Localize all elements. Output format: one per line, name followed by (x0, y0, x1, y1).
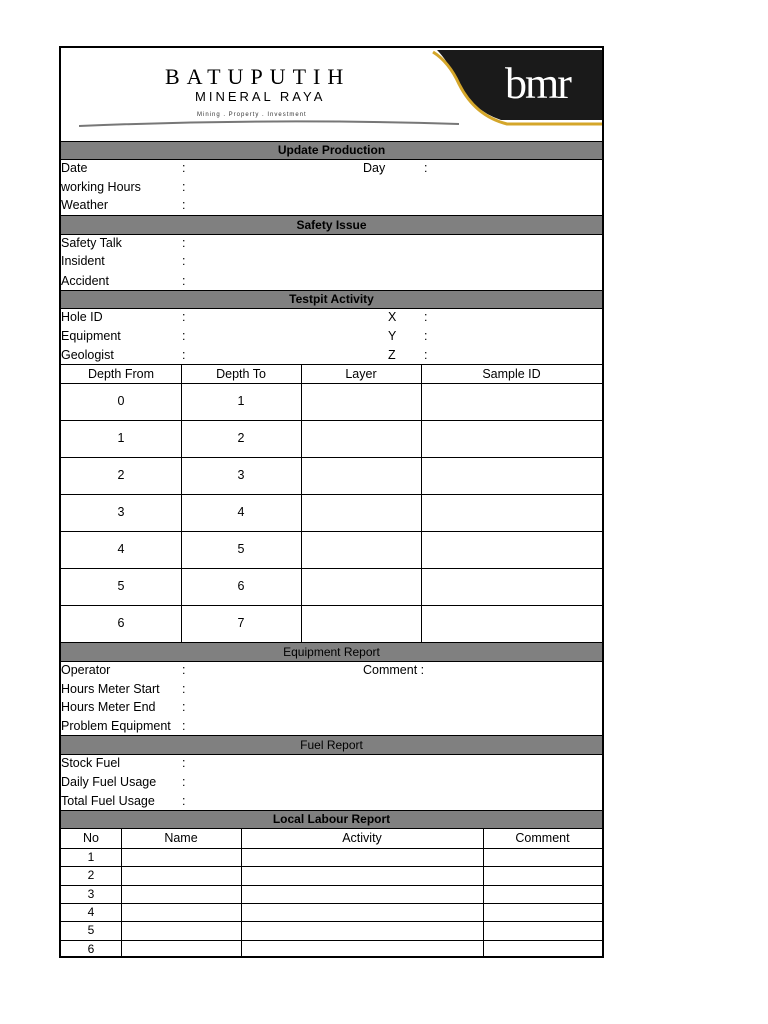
company-tagline: Mining . Property . Investment (197, 112, 307, 118)
labour-row-divider (61, 866, 602, 867)
weather-colon: : (182, 198, 186, 212)
testpit-depth-to-cell: 1 (237, 394, 245, 408)
problem-equipment-colon: : (182, 719, 186, 733)
testpit-depth-from-cell: 1 (117, 431, 125, 445)
safety-talk-colon: : (182, 236, 186, 250)
hole-id-label: Hole ID (61, 310, 103, 324)
testpit-row-divider (61, 605, 602, 606)
hours-meter-start-label: Hours Meter Start (61, 682, 160, 696)
x-colon: : (424, 310, 428, 324)
testpit-depth-to-cell: 4 (237, 505, 245, 519)
testpit-depth-to-cell: 6 (237, 579, 245, 593)
z-colon: : (424, 348, 428, 362)
testpit-depth-from-cell: 0 (117, 394, 125, 408)
testpit-row-divider (61, 568, 602, 569)
testpit-row-divider (61, 420, 602, 421)
section-local-labour-report: Local Labour Report (61, 810, 602, 829)
safety-talk-label: Safety Talk (61, 236, 122, 250)
weather-label: Weather (61, 198, 109, 212)
labour-table (61, 829, 602, 958)
hours-meter-end-label: Hours Meter End (61, 700, 156, 714)
testpit-table (61, 364, 602, 642)
insident-label: Insident (61, 254, 105, 268)
z-label: Z (388, 348, 396, 362)
testpit-depth-from-cell: 5 (117, 579, 125, 593)
header-swoosh-line (79, 118, 459, 130)
stock-fuel-colon: : (182, 756, 186, 770)
total-fuel-usage-label: Total Fuel Usage (61, 794, 155, 808)
insident-colon: : (182, 254, 186, 268)
testpit-header-sample-id: Sample ID (482, 367, 541, 381)
equipment-label: Equipment (61, 329, 121, 343)
hours-meter-end-colon: : (182, 700, 186, 714)
hours-meter-start-colon: : (182, 682, 186, 696)
testpit-header-layer: Layer (345, 367, 377, 381)
testpit-depth-from-cell: 3 (117, 505, 125, 519)
y-label: Y (388, 329, 397, 343)
accident-label: Accident (61, 274, 109, 288)
labour-header-name: Name (164, 831, 198, 845)
labour-row-number: 6 (87, 941, 95, 956)
problem-equipment-label: Problem Equipment (61, 719, 171, 733)
operator-colon: : (182, 663, 186, 677)
labour-row-number: 5 (87, 923, 95, 938)
accident-colon: : (182, 274, 186, 288)
testpit-row-divider (61, 531, 602, 532)
testpit-depth-to-cell: 3 (237, 468, 245, 482)
working-hours-colon: : (182, 180, 186, 194)
report-header (61, 48, 602, 141)
bmr-logo (431, 50, 602, 126)
testpit-depth-to-cell: 5 (237, 542, 245, 556)
bmr-logo-text: bmr (505, 59, 570, 108)
comment-label: Comment : (363, 663, 425, 677)
labour-row-number: 2 (87, 868, 95, 883)
testpit-depth-to-cell: 7 (237, 616, 245, 630)
section-fuel-report: Fuel Report (61, 735, 602, 755)
company-subtitle: MINERAL RAYA (195, 89, 326, 104)
day-colon: : (424, 161, 428, 175)
testpit-depth-to-cell: 2 (237, 431, 245, 445)
section-safety-issue: Safety Issue (61, 215, 602, 235)
operator-label: Operator (61, 663, 111, 677)
section-update-production: Update Production (61, 141, 602, 160)
testpit-row-divider (61, 494, 602, 495)
working-hours-label: working Hours (61, 180, 141, 194)
labour-row-divider (61, 921, 602, 922)
testpit-depth-from-cell: 2 (117, 468, 125, 482)
labour-row-number: 4 (87, 904, 95, 919)
company-name: BATUPUTIH (165, 64, 351, 89)
stock-fuel-label: Stock Fuel (61, 756, 121, 770)
x-label: X (388, 310, 397, 324)
production-report-sheet (59, 46, 604, 958)
daily-fuel-usage-colon: : (182, 775, 186, 789)
geologist-colon: : (182, 348, 186, 362)
labour-row-divider (61, 885, 602, 886)
day-label: Day (363, 161, 386, 175)
hole-id-colon: : (182, 310, 186, 324)
geologist-label: Geologist (61, 348, 114, 362)
testpit-header-depth-from: Depth From (88, 367, 154, 381)
daily-fuel-usage-label: Daily Fuel Usage (61, 775, 157, 789)
labour-header-activity: Activity (342, 831, 382, 845)
labour-row-number: 3 (87, 886, 95, 901)
section-equipment-report: Equipment Report (61, 642, 602, 662)
labour-row-divider (61, 940, 602, 941)
labour-row-divider (61, 903, 602, 904)
testpit-row-divider (61, 457, 602, 458)
equipment-colon: : (182, 329, 186, 343)
labour-header-comment: Comment (515, 831, 570, 845)
date-colon: : (182, 161, 186, 175)
section-testpit-activity: Testpit Activity (61, 290, 602, 309)
testpit-header-depth-to: Depth To (216, 367, 266, 381)
labour-row-number: 1 (87, 850, 95, 864)
date-label: Date (61, 161, 88, 175)
labour-header-no: No (83, 831, 99, 845)
y-colon: : (424, 329, 428, 343)
testpit-depth-from-cell: 4 (117, 542, 125, 556)
total-fuel-usage-colon: : (182, 794, 186, 808)
testpit-depth-from-cell: 6 (117, 616, 125, 630)
